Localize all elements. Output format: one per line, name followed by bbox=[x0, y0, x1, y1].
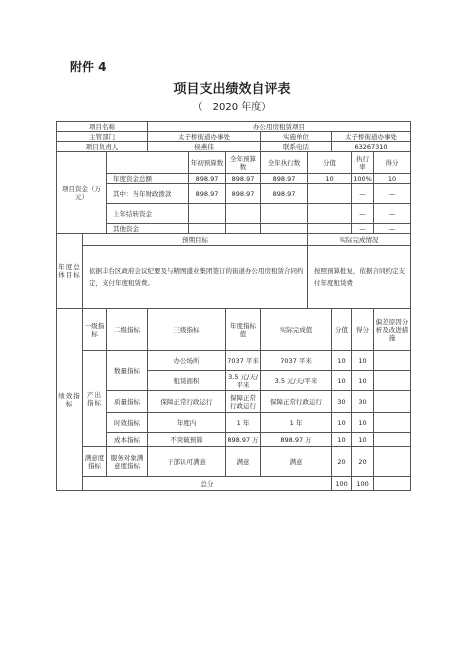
indicator-note bbox=[374, 351, 411, 371]
funds-row bbox=[57, 174, 411, 184]
funds-row-label: 年度资金总额 bbox=[107, 174, 189, 184]
funds-cell bbox=[189, 224, 226, 234]
phone-value: 63267310 bbox=[332, 142, 411, 152]
project-name-row bbox=[57, 122, 411, 132]
funds-cell: 10 bbox=[374, 174, 411, 184]
project-name-label: 项目名称 bbox=[57, 122, 148, 132]
indicator-target: 3.5 元/天/平米 bbox=[226, 371, 261, 391]
indicator-row bbox=[57, 433, 411, 447]
funds-cell: — bbox=[352, 204, 374, 224]
attachment-label: 附件 4 bbox=[70, 60, 107, 74]
funds-cell: — bbox=[374, 184, 411, 204]
indicator-got: 10 bbox=[352, 413, 374, 433]
indicator-score: 20 bbox=[332, 447, 352, 477]
total-note bbox=[374, 477, 411, 491]
goals-content-row bbox=[57, 246, 411, 309]
funds-cell bbox=[261, 204, 308, 224]
page-title: 项目支出绩效自评表 bbox=[173, 82, 291, 97]
indicator-actual: 898.97 万 bbox=[261, 433, 332, 447]
funds-row bbox=[57, 204, 411, 224]
indicator-got: 10 bbox=[352, 371, 374, 391]
funds-cell: 898.97 bbox=[261, 184, 308, 204]
goals-actual-header: 实际完成情况 bbox=[308, 234, 411, 246]
indicator-level3: 干部认可满意 bbox=[148, 447, 226, 477]
funds-header-row bbox=[57, 152, 411, 174]
funds-row bbox=[57, 224, 411, 234]
indicator-score: 10 bbox=[332, 433, 352, 447]
funds-cell: — bbox=[352, 184, 374, 204]
indicators-header: 分值 bbox=[332, 309, 352, 351]
goals-expected-header: 预期目标 bbox=[83, 234, 308, 246]
funds-cell: — bbox=[374, 204, 411, 224]
indicator-row bbox=[57, 447, 411, 477]
indicator-row bbox=[57, 391, 411, 413]
indicators-header-row bbox=[57, 309, 411, 351]
funds-row-label: 上年结转资金 bbox=[107, 204, 189, 224]
manager-row bbox=[57, 142, 411, 152]
indicator-level3: 年度内 bbox=[148, 413, 226, 433]
funds-header-blank bbox=[107, 152, 189, 174]
total-got: 100 bbox=[352, 477, 374, 491]
funds-cell bbox=[308, 224, 352, 234]
funds-cell: 898.97 bbox=[189, 174, 226, 184]
funds-cell: 100% bbox=[353, 174, 372, 183]
output-indicator-label: 产出指标 bbox=[83, 351, 107, 447]
funds-cell bbox=[308, 184, 352, 204]
funds-header-score: 分值 bbox=[308, 152, 352, 174]
indicators-header: 二级指标 bbox=[107, 309, 148, 351]
funds-cell: 898.97 bbox=[189, 184, 226, 204]
indicator-actual: 满意 bbox=[261, 447, 332, 477]
funds-header-got: 得分 bbox=[374, 152, 411, 174]
funds-header-annual: 全年预算数 bbox=[226, 152, 261, 174]
satisfaction-indicator-label: 满意度指标 bbox=[83, 447, 107, 477]
year-subtitle: （ 2020 年度） bbox=[192, 102, 272, 113]
indicator-target: 7037 平米 bbox=[226, 351, 261, 371]
funds-cell: 898.97 bbox=[261, 174, 308, 184]
indicator-level3: 办公场所 bbox=[148, 351, 226, 371]
indicator-target: 满意 bbox=[226, 447, 261, 477]
indicators-section-label: 绩效指标 bbox=[57, 309, 83, 491]
funds-cell bbox=[226, 224, 261, 234]
timeliness-indicator-label: 时效指标 bbox=[107, 413, 148, 433]
indicator-note bbox=[374, 413, 411, 433]
indicator-score: 30 bbox=[332, 391, 352, 413]
funds-row-label: 其他资金 bbox=[107, 224, 189, 234]
project-name-value: 办公用房租赁项目 bbox=[148, 122, 411, 132]
indicator-note bbox=[374, 371, 411, 391]
evaluation-table bbox=[56, 121, 411, 491]
goals-expected-text: 依据丰台区政府会议纪要及与精图盛业集团签订的街道办公用房租赁合同约定，支付年度租赁费。 bbox=[83, 246, 308, 309]
indicator-got: 30 bbox=[352, 391, 374, 413]
goals-label: 年度总体目标 bbox=[57, 234, 83, 309]
funds-cell: — bbox=[352, 224, 374, 234]
impl-label: 实施单位 bbox=[261, 132, 332, 142]
indicators-header: 得分 bbox=[352, 309, 374, 351]
funds-cell bbox=[226, 204, 261, 224]
indicator-note bbox=[374, 433, 411, 447]
manager-label: 项目负责人 bbox=[57, 142, 148, 152]
dept-value: 太子桥街道办事处 bbox=[148, 132, 261, 142]
total-row bbox=[57, 477, 411, 491]
indicator-actual: 保障正常行政运行 bbox=[261, 391, 332, 413]
phone-label: 联系电话 bbox=[261, 142, 332, 152]
indicator-actual: 3.5 元/天/平米 bbox=[261, 371, 332, 391]
indicator-actual: 1 年 bbox=[261, 413, 332, 433]
cost-indicator-label: 成本指标 bbox=[107, 433, 148, 447]
funds-cell: — bbox=[374, 224, 411, 234]
indicators-header: 三级指标 bbox=[148, 309, 226, 351]
total-label: 总分 bbox=[83, 477, 332, 491]
quantity-indicator-label: 数量指标 bbox=[107, 351, 148, 391]
indicator-note bbox=[374, 391, 411, 413]
indicators-header: 偏差原因分析及改进措施 bbox=[374, 309, 411, 351]
indicator-target: 保障正常行政运行 bbox=[226, 391, 261, 413]
impl-value: 太子桥街道办事处 bbox=[332, 132, 411, 142]
dept-label: 主管部门 bbox=[57, 132, 148, 142]
indicator-score: 10 bbox=[332, 371, 352, 391]
goals-actual-text: 按照预算批复，依据合同约定支付年度租赁费 bbox=[308, 246, 411, 309]
quality-indicator-label: 质量指标 bbox=[107, 391, 148, 413]
goals-header-row bbox=[57, 234, 411, 246]
indicator-score: 10 bbox=[332, 351, 352, 371]
funds-cell: 898.97 bbox=[226, 184, 261, 204]
dept-row bbox=[57, 132, 411, 142]
indicator-target: 898.97 万 bbox=[226, 433, 261, 447]
funds-header-executed: 全年执行数 bbox=[261, 152, 308, 174]
funds-cell bbox=[189, 204, 226, 224]
indicator-note bbox=[374, 447, 411, 477]
indicator-level3: 保障正常行政运行 bbox=[148, 391, 226, 413]
funds-header-initial: 年初预算数 bbox=[189, 152, 226, 174]
funds-cell bbox=[261, 224, 308, 234]
indicator-score: 10 bbox=[332, 413, 352, 433]
funds-cell bbox=[308, 204, 352, 224]
service-indicator-label: 服务对象满意度指标 bbox=[107, 447, 148, 477]
funds-row bbox=[57, 184, 411, 204]
indicator-got: 10 bbox=[352, 351, 374, 371]
indicator-got: 20 bbox=[352, 447, 374, 477]
total-score: 100 bbox=[332, 477, 352, 491]
funds-label: 项目资金（万元） bbox=[57, 152, 107, 234]
indicator-level3: 不突破预算 bbox=[148, 433, 226, 447]
indicator-row bbox=[57, 351, 411, 371]
funds-cell: 898.97 bbox=[226, 174, 261, 184]
indicator-target: 1 年 bbox=[226, 413, 261, 433]
indicator-row bbox=[57, 413, 411, 433]
funds-row-label: 其中：当年财政拨款 bbox=[107, 184, 189, 204]
indicator-level3: 租赁面积 bbox=[148, 371, 226, 391]
indicator-got: 10 bbox=[352, 433, 374, 447]
funds-header-rate: 执行率 bbox=[352, 152, 374, 174]
manager-value: 侯燕伟 bbox=[148, 142, 261, 152]
indicator-actual: 7037 平米 bbox=[261, 351, 332, 371]
funds-cell: 10 bbox=[308, 174, 352, 184]
indicators-header: 实际完成值 bbox=[261, 309, 332, 351]
indicators-header: 年度指标值 bbox=[226, 309, 261, 351]
indicators-header: 一级指标 bbox=[83, 309, 107, 351]
